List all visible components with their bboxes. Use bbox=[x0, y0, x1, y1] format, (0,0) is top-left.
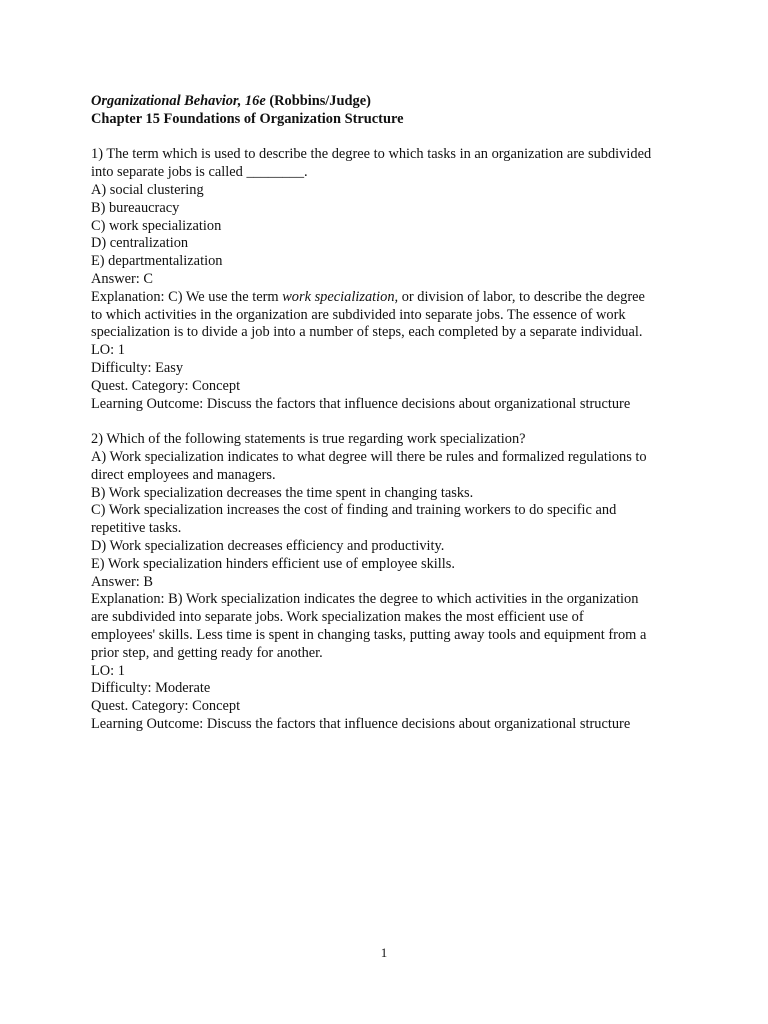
explanation-line: specialization is to divide a job into a number of steps, each completed by a separate individual. bbox=[91, 324, 643, 341]
explanation-line: are subdivided into separate jobs. Work specialization makes the most efficient use of bbox=[91, 609, 584, 626]
page-number: 1 bbox=[380, 945, 388, 960]
question-1 bbox=[91, 146, 691, 413]
explanation-line: to which activities in the organization are subdivided into separate jobs. The essence of work bbox=[91, 306, 626, 323]
question-2 bbox=[91, 431, 691, 734]
answer-option: C) Work specialization increases the cost of finding and training workers to do specific and bbox=[91, 502, 617, 519]
explanation-line: prior step, and getting ready for another. bbox=[91, 644, 323, 661]
learning-outcome: Learning Outcome: Discuss the factors that influence decisions about organizational structure bbox=[91, 715, 631, 732]
answer-option: D) centralization bbox=[91, 235, 189, 252]
question-category: Quest. Category: Concept bbox=[91, 698, 241, 715]
answer-option: C) work specialization bbox=[91, 217, 222, 234]
question-stem-line: into separate jobs is called ________. bbox=[91, 164, 308, 181]
explanation-text: Explanation: C) We use the term bbox=[91, 288, 283, 305]
answer-key: Answer: C bbox=[91, 270, 153, 287]
answer-option: B) Work specialization decreases the time spent in changing tasks. bbox=[91, 484, 474, 501]
answer-option: A) social clustering bbox=[91, 181, 204, 198]
book-authors: (Robbins/Judge) bbox=[265, 93, 371, 109]
question-category: Quest. Category: Concept bbox=[91, 377, 241, 394]
learning-objective: LO: 1 bbox=[91, 662, 125, 679]
answer-option: E) departmentalization bbox=[91, 253, 223, 270]
learning-objective: LO: 1 bbox=[91, 342, 125, 359]
question-stem-line: 1) The term which is used to describe the degree to which tasks in an organization are subdivided bbox=[91, 146, 652, 163]
answer-option: E) Work specialization hinders efficient use of employee skills. bbox=[91, 555, 455, 572]
explanation-term: work specialization, bbox=[282, 288, 399, 305]
explanation-line: Explanation: B) Work specialization indicates the degree to which activities in the organization bbox=[91, 591, 639, 608]
book-title-line bbox=[91, 93, 691, 111]
explanation-line bbox=[91, 289, 691, 307]
explanation-line: employees' skills. Less time is spent in changing tasks, putting away tools and equipment from a bbox=[91, 626, 647, 643]
spacer bbox=[91, 413, 691, 431]
answer-option: A) Work specialization indicates to what degree will there be rules and formalized regulations to bbox=[91, 448, 647, 465]
explanation-text: or division of labor, to describe the degree bbox=[398, 288, 645, 305]
chapter-title: Chapter 15 Foundations of Organization Structure bbox=[91, 110, 404, 127]
difficulty: Difficulty: Easy bbox=[91, 359, 184, 376]
difficulty: Difficulty: Moderate bbox=[91, 680, 211, 697]
book-title: Organizational Behavior, 16e bbox=[91, 93, 266, 109]
page-content bbox=[91, 93, 691, 734]
question-stem-line: 2) Which of the following statements is true regarding work specialization? bbox=[91, 431, 526, 448]
answer-key: Answer: B bbox=[91, 573, 153, 590]
learning-outcome: Learning Outcome: Discuss the factors that influence decisions about organizational structure bbox=[91, 395, 631, 412]
answer-option: direct employees and managers. bbox=[91, 466, 276, 483]
answer-option: B) bureaucracy bbox=[91, 199, 180, 216]
spacer bbox=[91, 129, 691, 147]
answer-option: D) Work specialization decreases efficiency and productivity. bbox=[91, 537, 445, 554]
answer-option: repetitive tasks. bbox=[91, 520, 182, 537]
